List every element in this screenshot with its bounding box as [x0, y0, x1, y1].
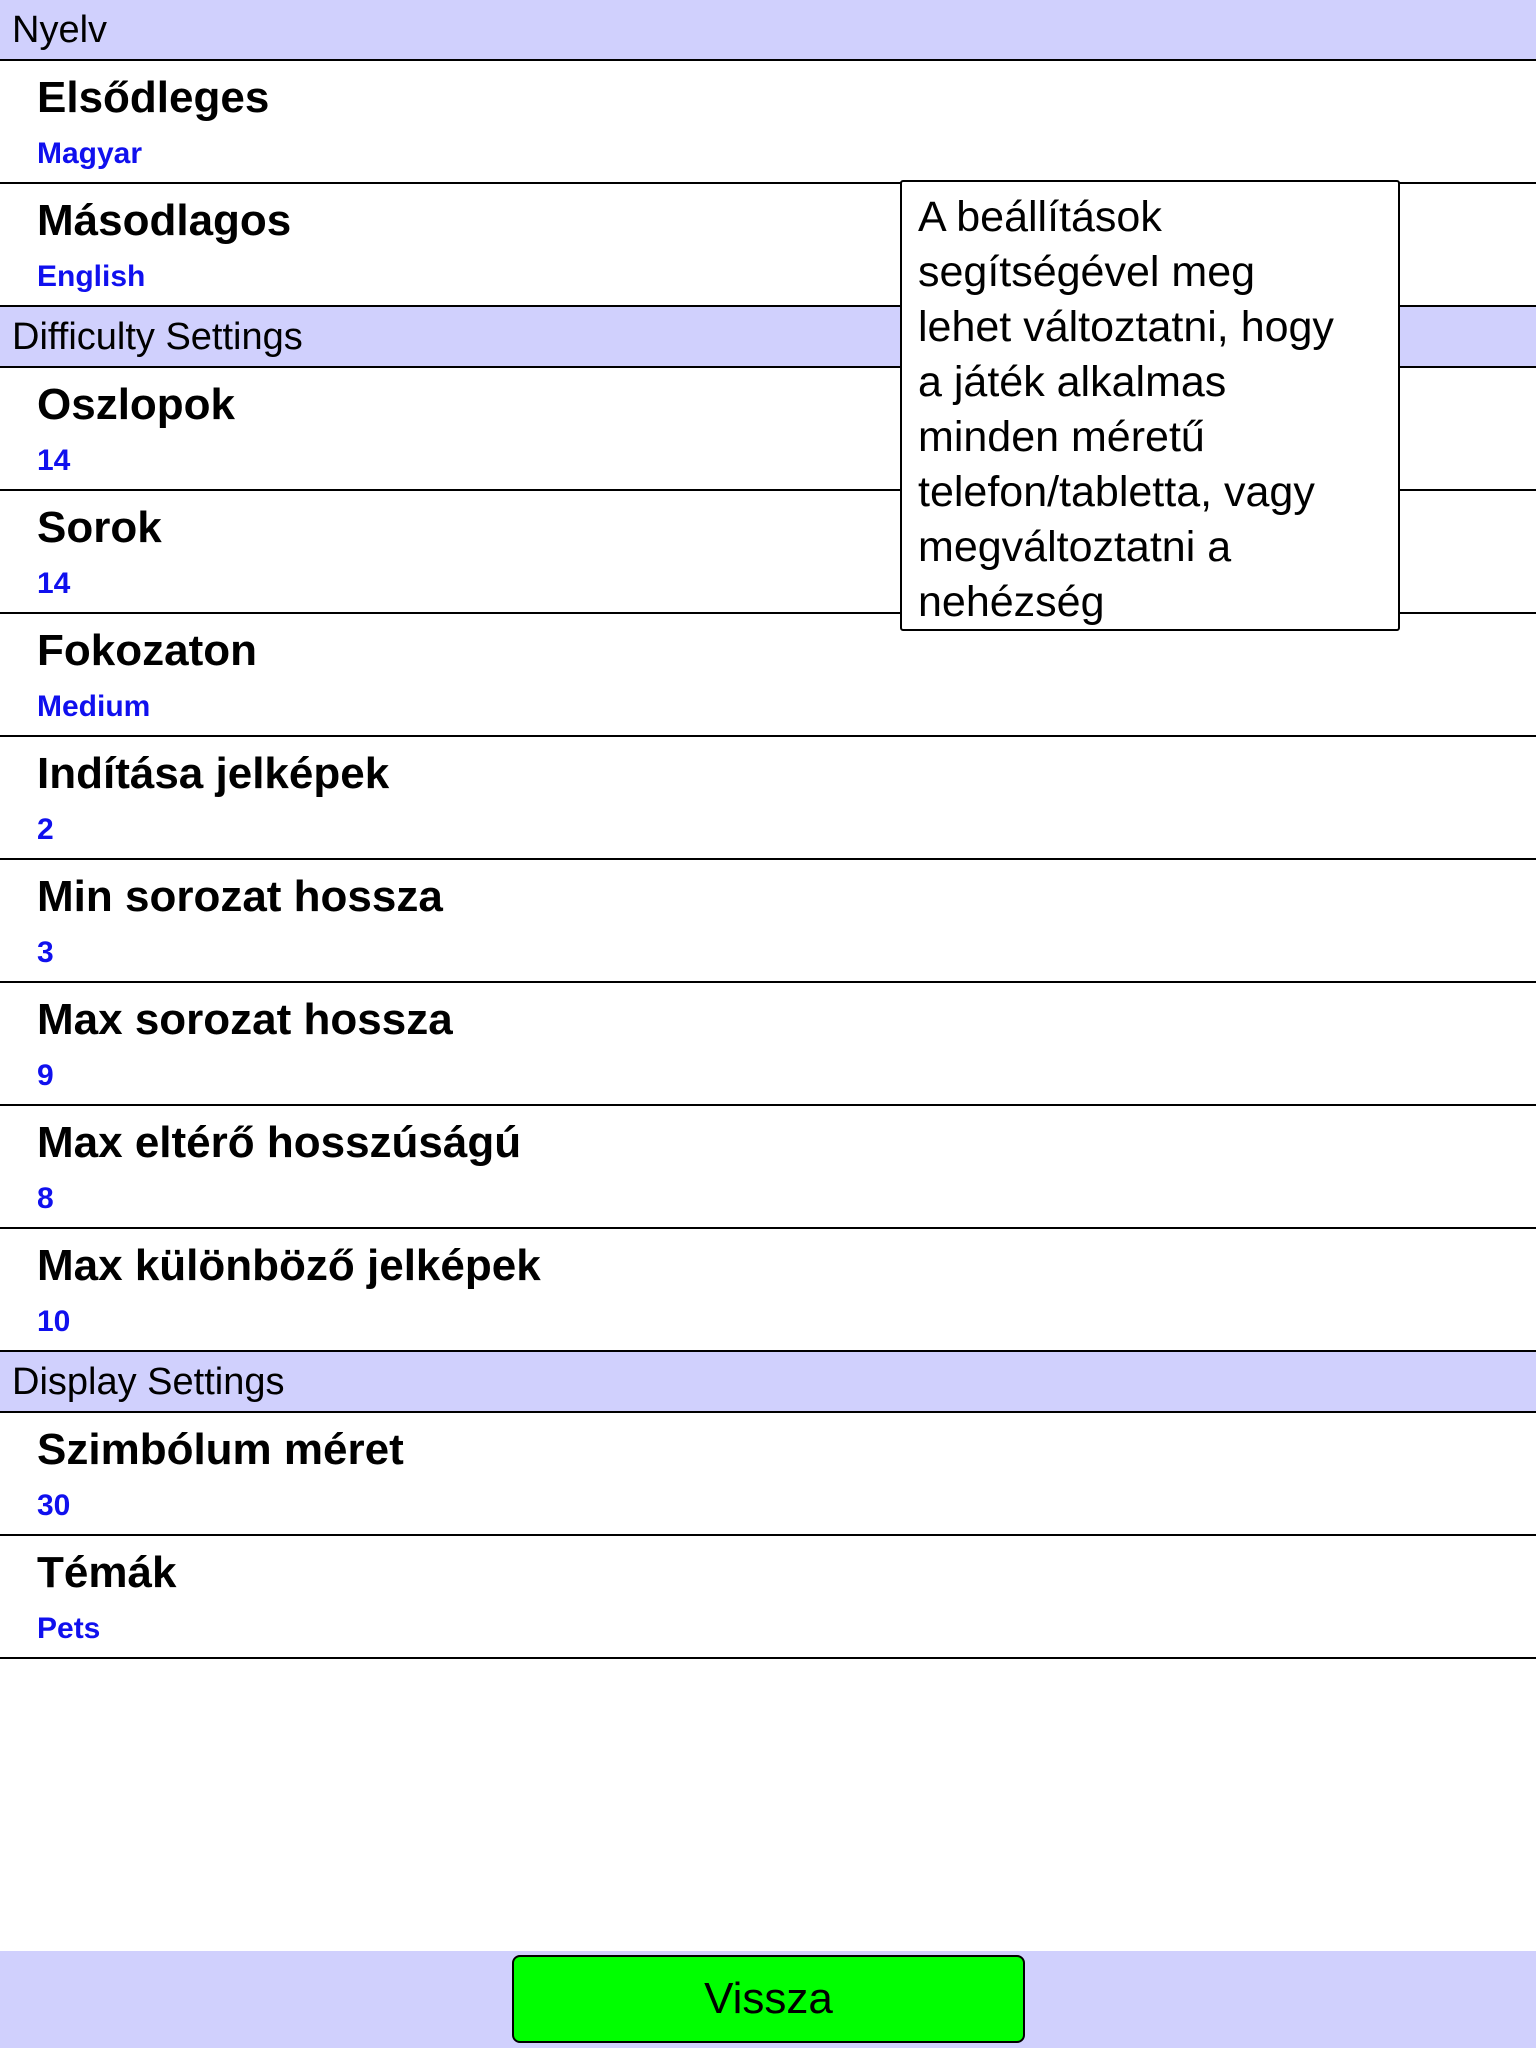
section-header-difficulty: Difficulty Settings	[0, 307, 1536, 368]
setting-label: Min sorozat hossza	[37, 872, 443, 921]
tooltip-line: A beállítások	[918, 193, 1162, 241]
setting-max-distinct-symbols[interactable]	[0, 1229, 1536, 1352]
setting-max-sequence-length[interactable]	[0, 983, 1536, 1106]
setting-value: 10	[37, 1305, 71, 1338]
section-header-language: Nyelv	[0, 0, 1536, 61]
help-tooltip	[900, 180, 1400, 631]
tooltip-line: segítségével meg	[918, 248, 1256, 296]
setting-label: Indítása jelképek	[37, 749, 390, 798]
setting-label: Fokozaton	[37, 626, 257, 675]
setting-max-distinct-lengths[interactable]	[0, 1106, 1536, 1229]
setting-value: Medium	[37, 690, 151, 723]
setting-label: Szimbólum méret	[37, 1425, 404, 1474]
setting-value: 30	[37, 1489, 71, 1522]
setting-value: 8	[37, 1182, 54, 1215]
setting-value: 14	[37, 567, 71, 600]
tooltip-line: megváltoztatni a	[918, 523, 1232, 571]
setting-value: Magyar	[37, 137, 143, 170]
setting-primary-language[interactable]	[0, 61, 1536, 184]
back-button[interactable]: Vissza	[512, 1955, 1025, 2043]
setting-value: 14	[37, 444, 71, 477]
tooltip-line: lehet változtatni, hogy	[918, 303, 1334, 351]
section-header-display: Display Settings	[0, 1352, 1536, 1413]
setting-label: Max eltérő hosszúságú	[37, 1118, 522, 1167]
setting-value: Pets	[37, 1612, 101, 1645]
setting-label: Sorok	[37, 503, 162, 552]
setting-symbol-size[interactable]	[0, 1413, 1536, 1536]
setting-label: Oszlopok	[37, 380, 236, 429]
footer-bar	[0, 1951, 1536, 2048]
tooltip-line: nehézség	[918, 578, 1105, 626]
setting-level[interactable]	[0, 614, 1536, 737]
setting-label: Témák	[37, 1548, 177, 1597]
tooltip-line: telefon/tabletta, vagy	[918, 468, 1315, 516]
setting-value: 3	[37, 936, 54, 969]
setting-value: 9	[37, 1059, 54, 1092]
tooltip-line: minden méretű	[918, 413, 1205, 461]
setting-value: English	[37, 260, 146, 293]
setting-label: Elsődleges	[37, 73, 270, 122]
setting-label: Max sorozat hossza	[37, 995, 453, 1044]
setting-value: 2	[37, 813, 54, 846]
tooltip-line: a játék alkalmas	[918, 358, 1227, 406]
setting-label: Max különböző jelképek	[37, 1241, 541, 1290]
setting-start-symbols[interactable]	[0, 737, 1536, 860]
setting-themes[interactable]	[0, 1536, 1536, 1659]
setting-min-sequence-length[interactable]	[0, 860, 1536, 983]
setting-label: Másodlagos	[37, 196, 292, 245]
